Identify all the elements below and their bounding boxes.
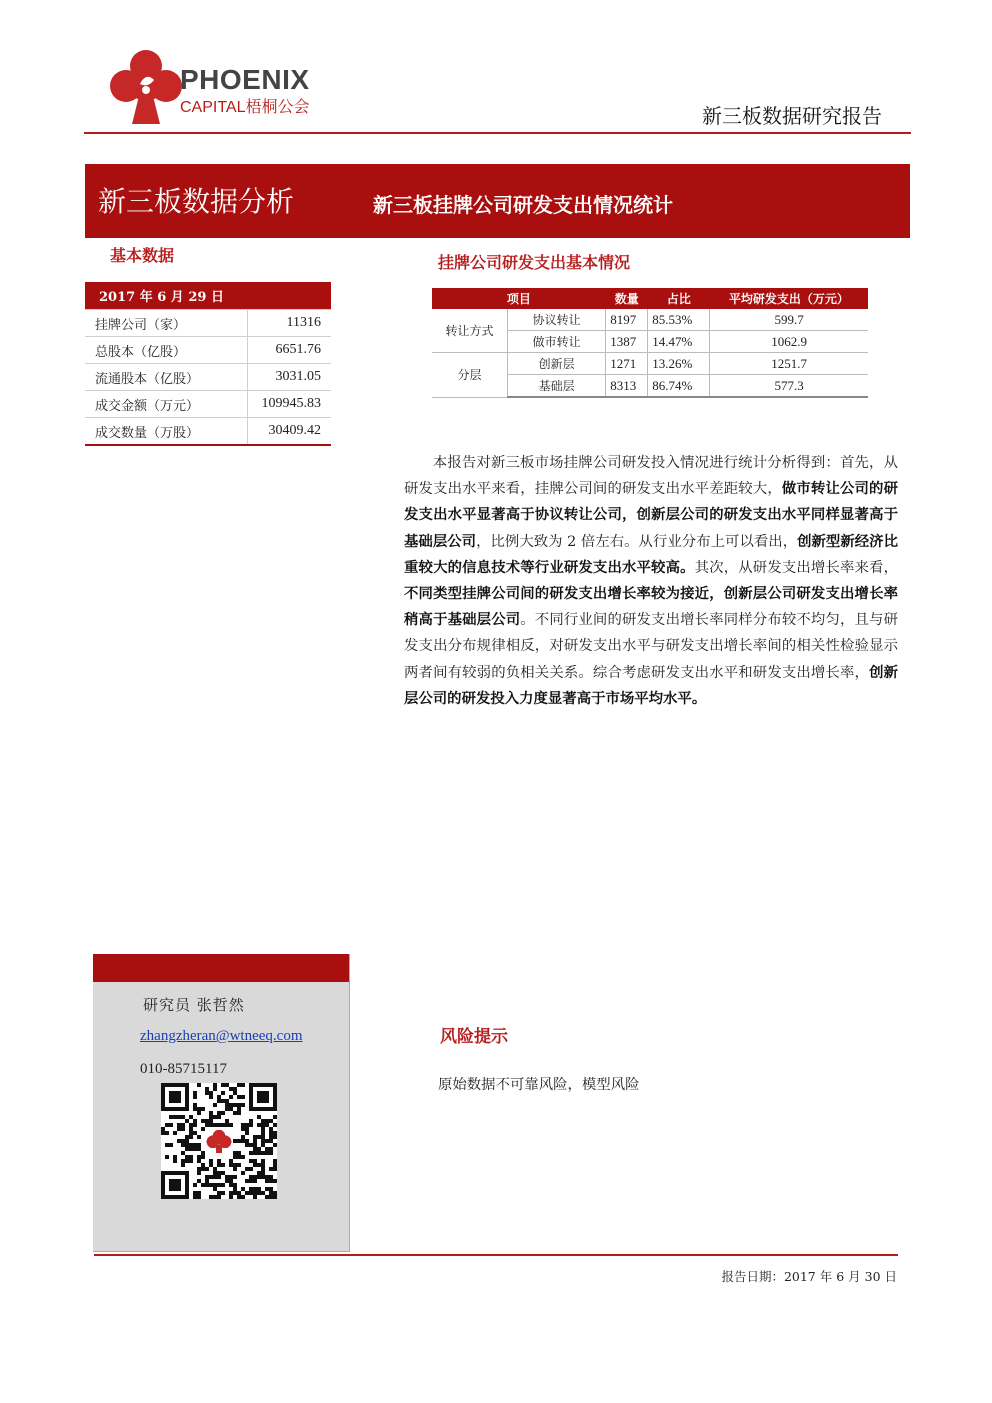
- share-cell: 85.53%: [648, 309, 710, 331]
- phoenix-emblem-icon: [110, 50, 182, 124]
- basic-data-header-row: [85, 282, 331, 310]
- banner-report-topic: 新三板挂牌公司研发支出情况统计: [373, 193, 673, 217]
- summary-highlight: 不同类型挂牌公司间的研发支出增长率较为接近，创新层公司研发支出增长率稍高于基础层公司: [404, 585, 898, 629]
- row-label: 成交数量（万股）: [85, 418, 248, 446]
- sub-label: 做市转让: [508, 331, 606, 353]
- row-value: 6651.76: [248, 337, 332, 364]
- count-cell: 8197: [606, 309, 648, 331]
- summary-text: ，比例大致为 2 倍左右。从行业分布上可以看出，: [476, 533, 798, 550]
- col-header-count: 数量: [606, 288, 648, 309]
- count-cell: 1271: [606, 353, 648, 375]
- risk-heading: 风险提示: [440, 1027, 508, 1047]
- share-cell: 86.74%: [648, 375, 710, 398]
- summary-text: 本报告对新三板市场挂牌公司研发投入情况进行统计分析得到：首先，从研发支出水平来看，挂牌公司间的研发支出水平差距较大，: [404, 455, 898, 498]
- rd-table-header-row: [432, 288, 868, 309]
- summary-paragraph: [404, 450, 898, 712]
- avg-cell: 1062.9: [710, 331, 868, 353]
- summary-highlight: 做市转让公司的研发支出水平显著高于协议转让公司，创新层公司的研发支出水平同样显著高于基础层公司: [404, 480, 898, 550]
- table-row: [85, 364, 331, 391]
- table-row: [85, 310, 331, 337]
- count-cell: 1387: [606, 331, 648, 353]
- summary-text: 其次，从研发支出增长率来看，: [694, 559, 898, 576]
- table-row: [432, 309, 868, 331]
- summary-highlight: 创新层公司的研发投入力度显著高于市场平均水平。: [404, 663, 898, 707]
- row-label: 流通股本（亿股）: [85, 364, 248, 391]
- basic-data-date: 2017 年 6 月 29 日: [85, 282, 248, 310]
- risk-text: 原始数据不可靠风险，模型风险: [438, 1077, 640, 1093]
- table-row: [85, 418, 331, 446]
- qr-code-icon: [161, 1083, 277, 1199]
- count-cell: 8313: [606, 375, 648, 398]
- row-value: 11316: [248, 310, 332, 337]
- row-value: 109945.83: [248, 391, 332, 418]
- basic-data-table: [85, 282, 331, 446]
- logo-wordmark: PHOENIX: [180, 64, 310, 95]
- row-label: 挂牌公司（家）: [85, 310, 248, 337]
- share-cell: 14.47%: [648, 331, 710, 353]
- col-header-item: 项目: [432, 288, 606, 309]
- col-header-avg: 平均研发支出（万元）: [710, 288, 868, 309]
- table-row: [85, 391, 331, 418]
- row-value: 3031.05: [248, 364, 332, 391]
- row-value: 30409.42: [248, 418, 332, 446]
- logo-subtitle-cn: 梧桐公会: [245, 99, 310, 116]
- row-label: 总股本（亿股）: [85, 337, 248, 364]
- contact-box-header-bar: [93, 954, 349, 982]
- footer-divider: [94, 1254, 898, 1256]
- avg-cell: 1251.7: [710, 353, 868, 375]
- summary-text: 。不同行业间的研发支出增长率同样分布较不均匀，且与研发支出分布规律相反，对研发支出水平与研发支出增长率间的相关性检验显示两者间有较弱的负相关关系。综合考虑研发支出水平和研发支出增长率，: [404, 612, 898, 681]
- banner-section-title: 新三板数据分析: [98, 185, 295, 218]
- summary-highlight: 创新型新经济比重较大的信息技术等行业研发支出水平较高。: [404, 532, 898, 576]
- sub-label: 基础层: [508, 375, 606, 398]
- analyst-name: 研究员 张哲然: [143, 996, 245, 1014]
- sub-label: 协议转让: [508, 309, 606, 331]
- share-cell: 13.26%: [648, 353, 710, 375]
- avg-cell: 577.3: [710, 375, 868, 398]
- group-label: 转让方式: [432, 309, 508, 353]
- report-title: 新三板数据研究报告: [702, 104, 882, 128]
- table-row: [432, 353, 868, 375]
- group-label: 分层: [432, 353, 508, 398]
- analyst-email-link[interactable]: zhangzheran@wtneeq.com: [140, 1028, 303, 1044]
- avg-cell: 599.7: [710, 309, 868, 331]
- basic-data-heading: 基本数据: [110, 246, 175, 265]
- logo-subtitle-en: CAPITAL: [180, 99, 246, 116]
- rd-table-heading: 挂牌公司研发支出基本情况: [438, 253, 631, 272]
- logo-subtitle: [180, 100, 310, 116]
- rd-expense-table: [432, 288, 868, 398]
- report-date: 报告日期：2017 年 6 月 30 日: [721, 1269, 897, 1284]
- sub-label: 创新层: [508, 353, 606, 375]
- header-divider: [84, 132, 911, 134]
- row-label: 成交金额（万元）: [85, 391, 248, 418]
- table-row: [85, 337, 331, 364]
- col-header-share: 占比: [648, 288, 710, 309]
- analyst-phone: 010-85715117: [140, 1061, 227, 1077]
